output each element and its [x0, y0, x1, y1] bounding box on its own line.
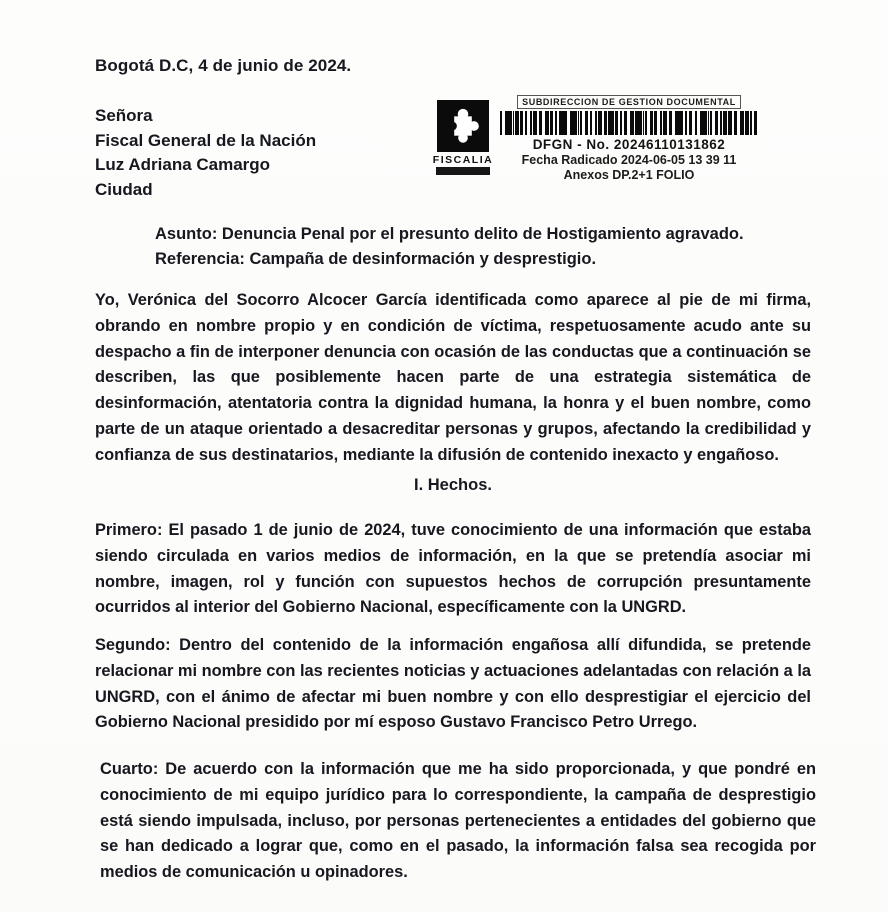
barcode	[500, 111, 758, 135]
recipient-name: Luz Adriana Camargo	[95, 155, 271, 174]
paragraph-cuarto: Cuarto: De acuerdo con la información que me ha sido proporcionada, y que pondré en conocimiento de mi equipo jurídico para lo correspondiente, la campaña de desprestigio está siendo impulsada, incluso, por personas pertenecientes a entidades del gobierno que se han dedicado a lograr que, como en el pasado, la información falsa sea recogida por medios de comunicación u opinadores.	[100, 760, 816, 882]
fiscalia-logo-bar	[436, 167, 490, 175]
stamp-fecha-radicado: Fecha Radicado 2024-06-05 13 39 11	[521, 153, 737, 167]
date-line: Bogotá D.C, 4 de junio de 2024.	[95, 56, 352, 75]
fiscalia-logo	[432, 100, 494, 175]
intro-paragraph	[95, 288, 811, 469]
subject-referencia: Referencia: Campaña de desinformación y desprestigio.	[155, 250, 597, 268]
intro-rest: García identificada como aparece al pie de mi firma, obrando en nombre propio y en condición de víctima, respetuosamente acudo ante su despacho a fin de interponer denuncia con ocasión de las conductas que a continuación se describen, las que posiblemente hacen parte de una estrategia sistemática de desinformación, atentatoria contra la dignidad humana, la honra y el buen nombre, como parte de un ataque orientado a desacreditar personas y grupos, afectando la credibilidad y confianza de sus destinatarios, mediante la difusión de contenido inexacto y engañoso.	[95, 291, 812, 464]
recipient-title: Fiscal General de la Nación	[95, 130, 317, 150]
subject-block	[155, 222, 795, 272]
stamp-anexos: Anexos DP.2+1 FOLIO	[563, 168, 695, 182]
subject-asunto: Asunto: Denuncia Penal por el presunto delito de Hostigamiento agravado.	[155, 225, 744, 243]
complainant-name: Verónica del Socorro Alcocer	[127, 291, 368, 309]
fiscalia-logo-text: FISCALIA	[432, 154, 494, 166]
recipient-city: Ciudad	[95, 179, 153, 199]
paragraph-segundo: Segundo: Dentro del contenido de la información engañosa allí difundida, se pretende relacionar mi nombre con las recientes noticias y actuaciones adelantadas con relación a la UNGRD, con el ánimo de afectar mi buen nombre y con ello desprestigiar el ejercicio del Gobierno Nacional presidido por mí esposo Gustavo Francisco Petro Urrego.	[95, 636, 812, 732]
fiscalia-filing-stamp	[430, 92, 760, 188]
section-heading-hechos: I. Hechos.	[414, 476, 492, 494]
paragraph-primero: Primero: El pasado 1 de junio de 2024, tuve conocimiento de una información que estaba siendo circulada en varios medios de información, en la que se pretendía asociar mi nombre, imagen, rol y función con supuestos hechos de corrupción presuntamente ocurridos al interior del Gobierno Nacional, específicamente con la UNGRD.	[95, 521, 811, 617]
stamp-office-label: SUBDIRECCION DE GESTION DOCUMENTAL	[517, 95, 741, 109]
stamp-details	[500, 92, 758, 182]
intro-prefix: Yo,	[95, 291, 128, 309]
stamp-radicado-number: DFGN - No. 20246110131862	[532, 137, 726, 152]
recipient-salutation: Señora	[95, 106, 153, 125]
puzzle-piece-icon	[437, 100, 489, 152]
recipient-block	[95, 104, 316, 202]
